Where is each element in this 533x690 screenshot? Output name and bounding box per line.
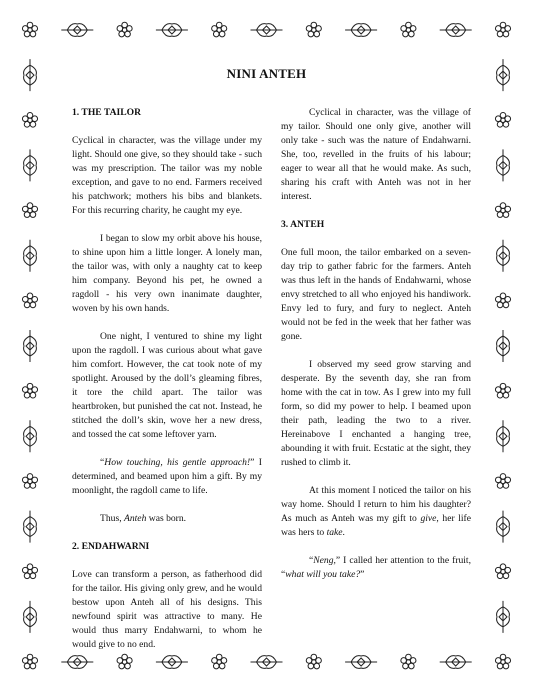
paragraph: I observed my seed grow starving and desperate. By the seventh day, she ran from home with the cat in tow. As I grew into my full form, so did my power to help. I beamed upon their path, leading the two to a river. Hereinabove I enchanted a hanging tree, abounding it with fruit. Ecstatic at the sight, they rushed to climb it. [281, 359, 471, 468]
paragraph: “How touching, his gentle approach!” I determined, and beamed upon him a gift. By my moonlight, the ragdoll came to life. [72, 457, 262, 496]
flower-ornament [22, 293, 37, 308]
vine-ornament [440, 24, 472, 37]
flower-ornament [495, 383, 510, 398]
paragraph: Cyclical in character, was the village under my light. Should one give, so they should take - such was my prescription. The tailor was my noble exception, and gave to no end. Farmers received his patchwork; mothers his bibs and blankets. For this recurring charity, he caught my eye. [72, 135, 262, 216]
vine-ornament [497, 601, 510, 633]
paragraph: One night, I ventured to shine my light upon the ragdoll. I was curious about what gave him comfort. However, the cat took note of my spotlight. Aroused by the doll’s gleaming fibres, it tore the child apart. The tailor was heartbroken, but punished the cat not. Instead, he stitched the doll’s skin, wove her a new dress, and tossed the cat some leftover yarn. [72, 331, 262, 440]
flower-ornament [22, 383, 37, 398]
flower-ornament [401, 22, 416, 37]
vine-ornament [497, 330, 510, 362]
flower-ornament [212, 654, 227, 669]
flower-ornament [495, 203, 510, 218]
section-heading-anteh: 3. ANTEH [281, 219, 325, 230]
vine-ornament [24, 420, 37, 452]
flower-ornament [22, 474, 37, 489]
vine-ornament [24, 149, 37, 181]
paragraph: Cyclical in character, was the village of my tailor. Should one only give, another will only take - such was the nature of Endahwarni. She, too, revelled in the fruits of his labour; eager to wear all that he would make. As such, sharing his craft with Anteh was not in her interest. [281, 107, 471, 202]
flower-ornament [117, 22, 132, 37]
flower-ornament [117, 654, 132, 669]
flower-ornament [495, 293, 510, 308]
section-heading-tailor: 1. THE TAILOR [72, 107, 142, 118]
flower-ornament [22, 22, 37, 37]
flower-ornament [212, 22, 227, 37]
vine-ornament [24, 240, 37, 272]
vine-ornament [61, 24, 93, 37]
vine-ornament [497, 149, 510, 181]
section-heading-endahwarni: 2. ENDAHWARNI [72, 541, 150, 552]
flower-ornament [495, 22, 510, 37]
paragraph: Love can transform a person, as fatherhood did for the tailor. His giving only grew, and he would bestow upon Anteh all of his designs. This newfound spirit was attractive to many. He would thus marry Endahwarni, to whom he would give to no end. [72, 569, 262, 650]
paragraph: “Neng,” I called her attention to the fruit, “what will you take?” [281, 555, 471, 580]
vine-ornament [156, 656, 188, 669]
paragraph: Thus, Anteh was born. [100, 513, 187, 524]
page-title: NINI ANTEH [226, 66, 307, 81]
vine-ornament [440, 656, 472, 669]
vine-ornament [251, 24, 283, 37]
vine-ornament [497, 511, 510, 543]
vine-ornament [497, 420, 510, 452]
flower-ornament [22, 112, 37, 127]
paragraph: I began to slow my orbit above his house, to shine upon him a little longer. A lonely man, the tailor was, with only a naughty cat to keep him company. Beyond his pet, he owned a ragdoll - his very own inanimate daughter, woven by his own hands. [72, 233, 262, 314]
flower-ornament [306, 22, 321, 37]
flower-ornament [306, 654, 321, 669]
left-column [72, 106, 262, 652]
flower-ornament [495, 564, 510, 579]
flower-ornament [495, 474, 510, 489]
vine-ornament [345, 656, 377, 669]
flower-ornament [401, 654, 416, 669]
flower-ornament [495, 112, 510, 127]
flower-ornament [22, 564, 37, 579]
vine-ornament [156, 24, 188, 37]
vine-ornament [24, 601, 37, 633]
right-column [281, 106, 471, 582]
flower-ornament [495, 654, 510, 669]
vine-ornament [497, 240, 510, 272]
vine-ornament [251, 656, 283, 669]
flower-ornament [22, 654, 37, 669]
vine-ornament [61, 656, 93, 669]
paragraph: At this moment I noticed the tailor on his way home. Should I return to him his daughter? As much as Anteh was my gift to give, her life was hers to take. [281, 485, 471, 538]
vine-ornament [24, 330, 37, 362]
paragraph: One full moon, the tailor embarked on a seven-day trip to gather fabric for the farmers. Anteh was thus left in the hands of Endahwarni, whose envy stretched to all who enjoyed his handiwork. Envy led to fury, and fury to neglect. Anteh would not be fed in the week that her father was gone. [281, 247, 471, 342]
vine-ornament [24, 511, 37, 543]
flower-ornament [22, 203, 37, 218]
vine-ornament [345, 24, 377, 37]
